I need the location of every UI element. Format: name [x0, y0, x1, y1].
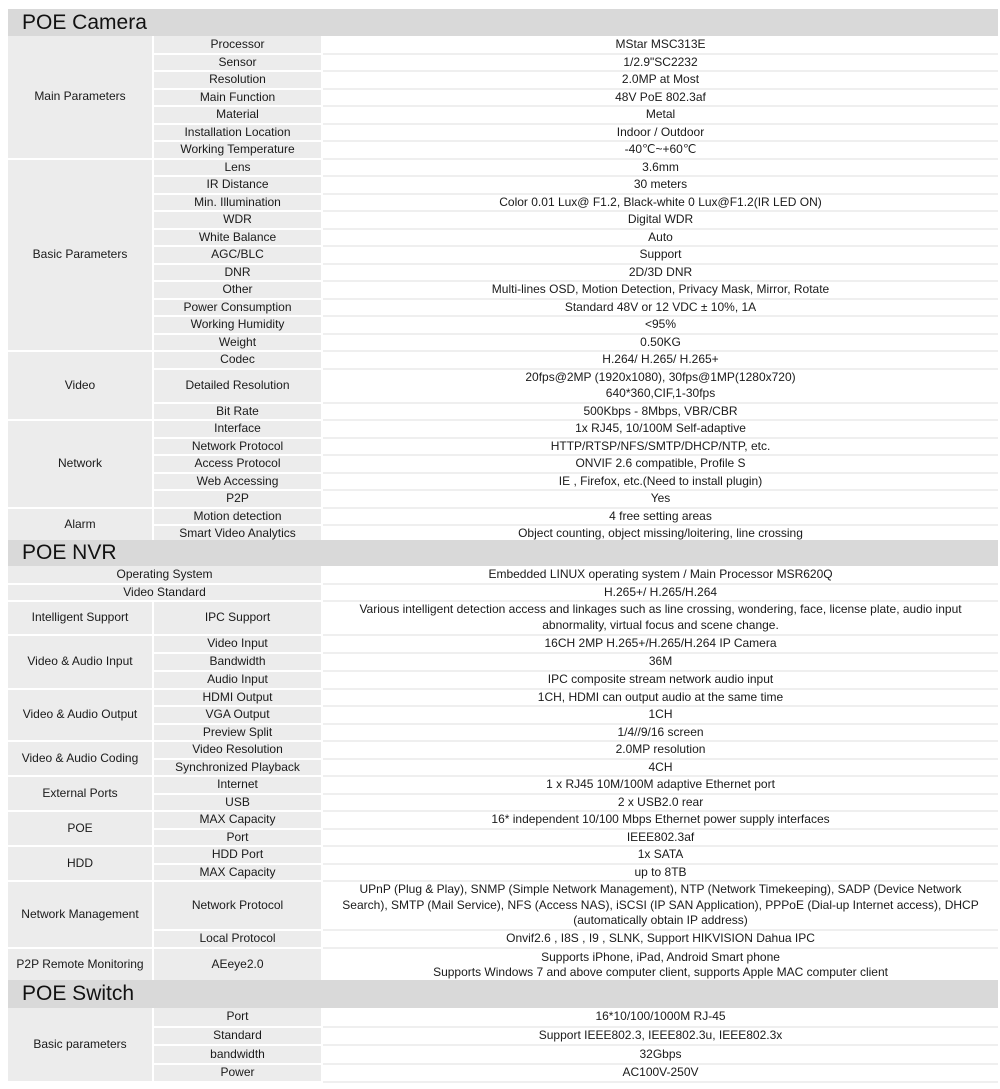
spec-value-line: 1x RJ45, 10/100M Self-adaptive — [575, 421, 746, 435]
spec-value — [322, 316, 998, 334]
spec-label: AEeye2.0 — [153, 948, 322, 983]
spec-value — [322, 689, 998, 707]
spec-value-line: Search), SMTP (Mail Service), NFS (Access NAS), iSCSI (IP SAN Application), PPPoE (Dial-up Internet access), DHCP — [342, 897, 979, 912]
category-cell: Network Management — [8, 881, 153, 948]
spec-label: AGC/BLC — [153, 246, 322, 264]
spec-value — [322, 369, 998, 403]
table-row — [8, 706, 998, 724]
spec-value — [322, 124, 998, 142]
table-row — [8, 351, 998, 369]
spec-label: Interface — [153, 420, 322, 438]
spec-value — [322, 229, 998, 247]
table-row — [8, 1027, 998, 1046]
table-row — [8, 566, 998, 584]
spec-value — [322, 864, 998, 882]
spec-value-line: (automatically obtain IP address) — [573, 913, 748, 928]
category-cell: External Ports — [8, 776, 153, 811]
table-row — [8, 159, 998, 177]
spec-label: White Balance — [153, 229, 322, 247]
table-row — [8, 334, 998, 352]
spec-value — [322, 635, 998, 653]
spec-label: USB — [153, 794, 322, 812]
table-row — [8, 124, 998, 142]
table-row — [8, 438, 998, 456]
spec-value — [322, 490, 998, 508]
spec-value-line: 16* independent 10/100 Mbps Ethernet power supply interfaces — [491, 812, 830, 826]
spec-value-line: 500Kbps - 8Mbps, VBR/CBR — [583, 403, 738, 418]
category-cell: Video & Audio Input — [8, 635, 153, 689]
spec-value-line: 1CH — [648, 707, 673, 721]
spec-value-line: 20fps@2MP (1920x1080), 30fps@1MP(1280x720) — [525, 370, 796, 384]
table-row — [8, 794, 998, 812]
spec-value — [322, 473, 998, 491]
spec-value — [322, 930, 998, 948]
category-cell: Intelligent Support — [8, 601, 153, 635]
table-row — [8, 54, 998, 72]
table-row — [8, 1008, 998, 1027]
spec-label: Power Consumption — [153, 299, 322, 317]
spec-value — [322, 1008, 998, 1027]
spec-label: Resolution — [153, 71, 322, 89]
spec-value — [322, 299, 998, 317]
spec-label: Port — [153, 829, 322, 847]
spec-value — [322, 584, 998, 602]
spec-label: Internet — [153, 776, 322, 794]
table-row — [8, 601, 998, 635]
spec-label: Working Temperature — [153, 141, 322, 159]
table-row — [8, 194, 998, 212]
spec-value-line: 1/2.9"SC2232 — [623, 54, 698, 69]
table-row — [8, 846, 998, 864]
spec-value — [322, 706, 998, 724]
table-row — [8, 36, 998, 54]
table-row — [8, 106, 998, 124]
spec-value — [322, 194, 998, 212]
spec-label: Installation Location — [153, 124, 322, 142]
spec-value — [322, 281, 998, 299]
category-cell: Video & Audio Coding — [8, 741, 153, 776]
spec-value — [322, 264, 998, 282]
spec-label: Codec — [153, 351, 322, 369]
spec-value-line: Standard 48V or 12 VDC ± 10%, 1A — [564, 299, 757, 314]
spec-label: Min. Illumination — [153, 194, 322, 212]
section-title: POE Camera — [8, 9, 998, 36]
spec-label: HDD Port — [153, 846, 322, 864]
category-cell: POE — [8, 811, 153, 846]
table-row — [8, 211, 998, 229]
spec-value-line: Various intelligent detection access and linkages such as line crossing, wondering, face, license plate, audio input — [359, 602, 962, 617]
spec-value — [322, 566, 998, 584]
spec-label: Network Protocol — [153, 438, 322, 456]
spec-value-line: HTTP/RTSP/NFS/SMTP/DHCP/NTP, etc. — [550, 438, 771, 453]
table-row — [8, 881, 998, 930]
spec-label: Local Protocol — [153, 930, 322, 948]
spec-label: Processor — [153, 36, 322, 54]
spec-value-line: MStar MSC313E — [615, 36, 706, 51]
spec-label: Video Input — [153, 635, 322, 653]
spec-value-line: AC100V-250V — [622, 1065, 699, 1079]
table-row — [8, 948, 998, 983]
spec-value-line: 4CH — [648, 759, 673, 774]
spec-value-line: Object counting, object missing/loitering, line crossing — [518, 526, 803, 540]
spec-table — [8, 566, 998, 984]
table-row — [8, 264, 998, 282]
spec-value — [322, 759, 998, 777]
spec-label: Weight — [153, 334, 322, 352]
spec-value-line: 32Gbps — [639, 1046, 682, 1061]
spec-value-line: 2 x USB2.0 rear — [617, 794, 704, 809]
spec-value — [322, 36, 998, 54]
spec-value-line: Indoor / Outdoor — [616, 124, 705, 139]
spec-value-line: 1x SATA — [637, 847, 684, 861]
spec-value — [322, 211, 998, 229]
table-row — [8, 246, 998, 264]
spec-value — [322, 776, 998, 794]
spec-value-line: 16CH 2MP H.265+/H.265/H.264 IP Camera — [544, 635, 777, 650]
spec-value-line: Digital WDR — [627, 212, 694, 226]
table-row — [8, 299, 998, 317]
section-title: POE Switch — [8, 980, 998, 1008]
spec-value-line: -40℃~+60℃ — [624, 142, 697, 156]
category-cell: Network — [8, 420, 153, 508]
spec-value-line: 1CH, HDMI can output audio at the same time — [537, 689, 784, 704]
spec-label: Synchronized Playback — [153, 759, 322, 777]
spec-value — [322, 671, 998, 689]
spec-label: Main Function — [153, 89, 322, 107]
table-row — [8, 369, 998, 403]
spec-value — [322, 89, 998, 107]
spec-label: Sensor — [153, 54, 322, 72]
spec-label: Lens — [153, 159, 322, 177]
table-row — [8, 71, 998, 89]
spec-value — [322, 351, 998, 369]
spec-value-line: Supports Windows 7 and above computer client, supports Apple MAC computer client — [433, 965, 888, 979]
spec-value-line: Metal — [645, 107, 676, 121]
category-cell: Basic parameters — [8, 1008, 153, 1082]
spec-label: HDMI Output — [153, 689, 322, 707]
spec-label: MAX Capacity — [153, 811, 322, 829]
category-cell: Video — [8, 351, 153, 420]
table-row — [8, 584, 998, 602]
table-row — [8, 759, 998, 777]
spec-value-line: ONVIF 2.6 compatible, Profile S — [575, 456, 746, 470]
spec-value-line: Multi-lines OSD, Motion Detection, Privacy Mask, Mirror, Rotate — [491, 282, 830, 296]
spec-value — [322, 106, 998, 124]
table-row — [8, 864, 998, 882]
spec-value — [322, 141, 998, 159]
table-row — [8, 455, 998, 473]
table-row — [8, 1045, 998, 1064]
spec-value — [322, 811, 998, 829]
table-row — [8, 671, 998, 689]
spec-value — [322, 54, 998, 72]
spec-value-line: 2D/3D DNR — [628, 264, 693, 279]
spec-value — [322, 601, 998, 635]
table-row — [8, 89, 998, 107]
spec-value — [322, 1064, 998, 1083]
spec-value-line: 1 x RJ45 10M/100M adaptive Ethernet port — [546, 777, 775, 791]
spec-value-line: 2.0MP resolution — [615, 742, 706, 756]
spec-value — [322, 881, 998, 930]
spec-label: Working Humidity — [153, 316, 322, 334]
spec-value — [322, 1045, 998, 1064]
spec-value-line: 4 free setting areas — [609, 508, 712, 523]
spec-value-line: Supports iPhone, iPad, Android Smart phone — [541, 949, 780, 964]
section-title: POE NVR — [8, 540, 998, 566]
spec-value-line: Color 0.01 Lux@ F1.2, Black-white 0 Lux@F1.2(IR LED ON) — [499, 194, 822, 209]
table-row — [8, 829, 998, 847]
table-row — [8, 689, 998, 707]
spec-value — [322, 403, 998, 421]
spec-value-line: H.264/ H.265/ H.265+ — [602, 352, 719, 366]
spec-value-line: 640*360,CIF,1-30fps — [605, 385, 716, 400]
spec-label: Smart Video Analytics — [153, 525, 322, 543]
table-row — [8, 508, 998, 526]
table-row — [8, 653, 998, 671]
spec-value-line: 16*10/100/1000M RJ-45 — [595, 1009, 726, 1023]
table-row — [8, 420, 998, 438]
spec-label: DNR — [153, 264, 322, 282]
spec-label: Web Accessing — [153, 473, 322, 491]
spec-label: Standard — [153, 1027, 322, 1046]
spec-label: Power — [153, 1064, 322, 1083]
spec-value-line: 36M — [648, 653, 673, 668]
spec-value-line: Yes — [650, 491, 671, 505]
category-cell: Operating System — [8, 566, 322, 584]
spec-value-line: IE , Firefox, etc.(Need to install plugin) — [558, 473, 763, 488]
spec-value — [322, 334, 998, 352]
spec-value-line: abnormality, virtual focus and scene change. — [542, 617, 779, 632]
spec-value — [322, 846, 998, 864]
spec-table — [8, 36, 998, 544]
spec-label: Detailed Resolution — [153, 369, 322, 403]
spec-label: Motion detection — [153, 508, 322, 526]
table-row — [8, 776, 998, 794]
spec-value — [322, 176, 998, 194]
table-row — [8, 316, 998, 334]
spec-value-line: 1/4//9/16 screen — [617, 724, 704, 739]
spec-value-line: IEEE802.3af — [626, 829, 695, 844]
table-row — [8, 635, 998, 653]
spec-value — [322, 71, 998, 89]
spec-value-line: 48V PoE 802.3af — [615, 89, 706, 104]
spec-value-line: 3.6mm — [642, 159, 679, 174]
spec-label: IR Distance — [153, 176, 322, 194]
category-cell: P2P Remote Monitoring — [8, 948, 153, 983]
spec-table — [8, 1008, 998, 1083]
table-row — [8, 741, 998, 759]
spec-value — [322, 653, 998, 671]
spec-value — [322, 724, 998, 742]
spec-label: Audio Input — [153, 671, 322, 689]
spec-value-line: UPnP (Plug & Play), SNMP (Simple Network Management), NTP (Network Timekeeping), SADP (Device Network — [359, 882, 962, 897]
spec-value-line: 2.0MP at Most — [621, 72, 700, 86]
spec-value — [322, 508, 998, 526]
category-cell: Main Parameters — [8, 36, 153, 159]
table-row — [8, 229, 998, 247]
spec-label: Other — [153, 281, 322, 299]
spec-value-line: Support IEEE802.3, IEEE802.3u, IEEE802.3x — [538, 1028, 783, 1042]
category-cell: Alarm — [8, 508, 153, 543]
spec-value — [322, 829, 998, 847]
spec-label: IPC Support — [153, 601, 322, 635]
spec-value — [322, 438, 998, 456]
category-cell: Video Standard — [8, 584, 322, 602]
spec-label: Network Protocol — [153, 881, 322, 930]
spec-label: Access Protocol — [153, 455, 322, 473]
category-cell: Video & Audio Output — [8, 689, 153, 742]
spec-label: Port — [153, 1008, 322, 1027]
spec-value — [322, 794, 998, 812]
spec-value — [322, 159, 998, 177]
spec-label: bandwidth — [153, 1045, 322, 1064]
spec-value-line: up to 8TB — [634, 864, 687, 879]
spec-label: Material — [153, 106, 322, 124]
spec-value — [322, 741, 998, 759]
spec-label: WDR — [153, 211, 322, 229]
table-row — [8, 141, 998, 159]
spec-value — [322, 948, 998, 983]
table-row — [8, 473, 998, 491]
table-row — [8, 724, 998, 742]
spec-value — [322, 1027, 998, 1046]
spec-value — [322, 246, 998, 264]
spec-value-line: Embedded LINUX operating system / Main Processor MSR620Q — [488, 566, 833, 581]
category-cell: Basic Parameters — [8, 159, 153, 352]
spec-label: Video Resolution — [153, 741, 322, 759]
table-row — [8, 490, 998, 508]
spec-value — [322, 420, 998, 438]
table-row — [8, 1064, 998, 1083]
table-row — [8, 811, 998, 829]
spec-value-line: IPC composite stream network audio input — [547, 671, 774, 686]
table-row — [8, 281, 998, 299]
spec-label: Preview Split — [153, 724, 322, 742]
spec-value-line: 30 meters — [633, 177, 688, 191]
spec-value-line: H.265+/ H.265/H.264 — [603, 584, 718, 599]
spec-label: Bandwidth — [153, 653, 322, 671]
spec-label: Bit Rate — [153, 403, 322, 421]
spec-value-line: <95% — [644, 317, 677, 331]
table-row — [8, 930, 998, 948]
spec-value-line: Support — [639, 247, 682, 261]
spec-value-line: 0.50KG — [640, 334, 681, 349]
spec-value — [322, 455, 998, 473]
category-cell: HDD — [8, 846, 153, 881]
spec-label: VGA Output — [153, 706, 322, 724]
spec-value-line: Auto — [648, 229, 673, 244]
spec-label: MAX Capacity — [153, 864, 322, 882]
table-row — [8, 403, 998, 421]
spec-value-line: Onvif2.6 , I8S , I9 , SLNK, Support HIKVISION Dahua IPC — [506, 931, 815, 945]
table-row — [8, 176, 998, 194]
spec-label: P2P — [153, 490, 322, 508]
